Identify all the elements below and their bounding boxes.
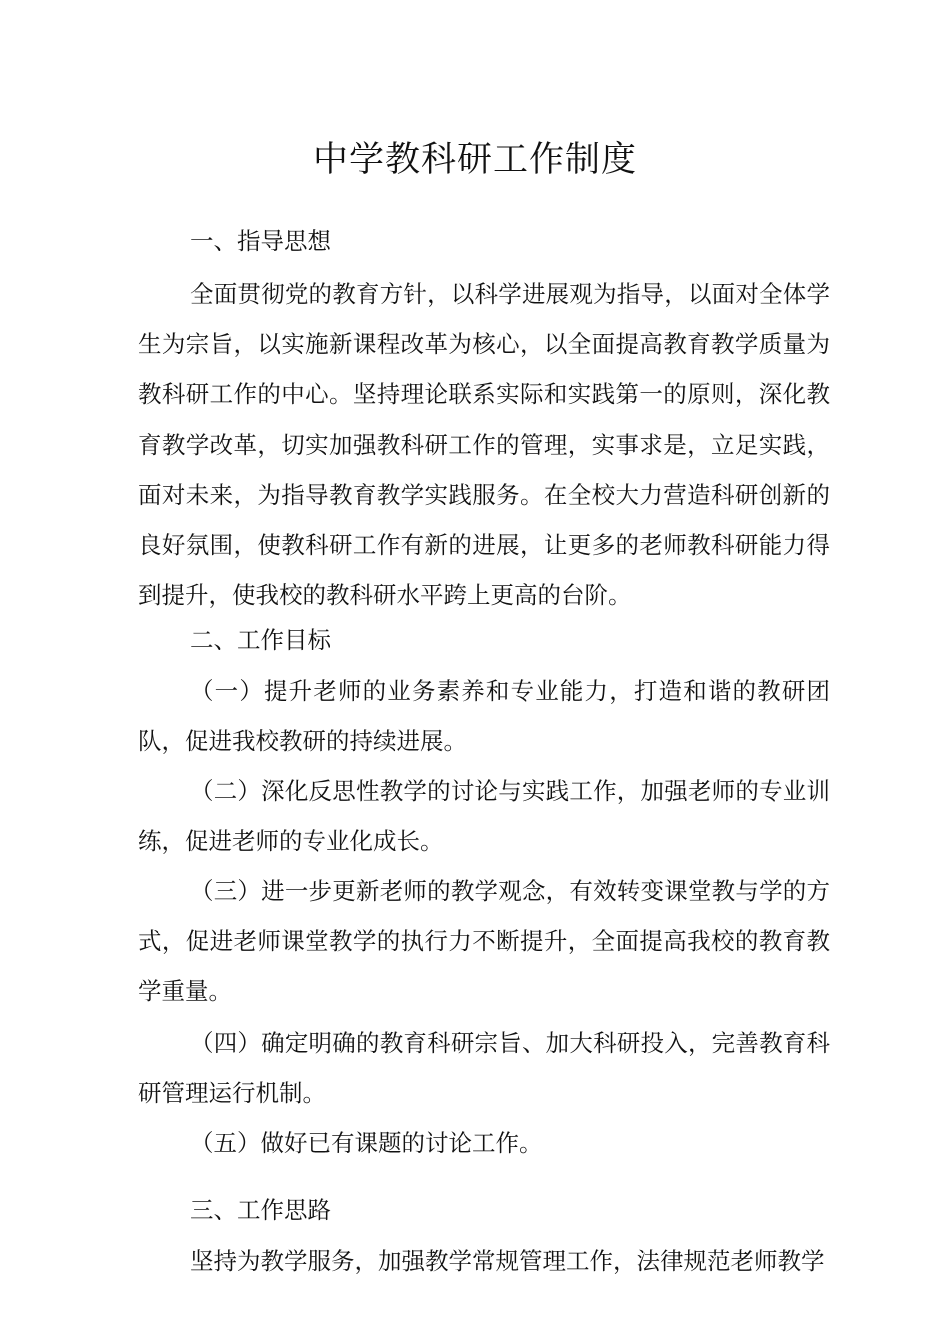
guiding-ideology-paragraph: 全面贯彻党的教育方针，以科学进展观为指导，以面对全体学生为宗旨，以实施新课程改革为核心，以全面提高教育教学质量为教科研工作的中心。坚持理论联系实际和实践第一的原则，深化教育教学改革，切实加强教科研工作的管理，实事求是，立足实践，面对未来，为指导教育教学实践服务。在全校大力营造科研创新的良好氛围，使教科研工作有新的进展，让更多的老师教科研能力得到提升，使我校的教科研水平跨上更高的台阶。	[138, 280, 830, 610]
work-goal-item-2: （二）深化反思性教学的讨论与实践工作，加强老师的专业训练，促进老师的专业化成长。	[138, 777, 830, 856]
work-goal-item-3: （三）进一步更新老师的教学观念，有效转变课堂教与学的方式，促进老师课堂教学的执行力不断提升，全面提高我校的教育教学重量。	[138, 877, 830, 1006]
work-goal-item-5: （五）做好已有课题的讨论工作。	[190, 1129, 543, 1157]
document-title: 中学教科研工作制度	[312, 140, 637, 180]
work-goal-item-1: （一）提升老师的业务素养和专业能力，打造和谐的教研团队，促进我校教研的持续进展。	[138, 677, 830, 756]
work-goal-item-4: （四）确定明确的教育科研宗旨、加大科研投入，完善教育科研管理运行机制。	[138, 1029, 830, 1108]
section-heading-work-approach: 三、工作思路	[190, 1196, 331, 1224]
section-heading-guiding-ideology: 一、指导思想	[190, 227, 331, 255]
section-heading-work-goals: 二、工作目标	[190, 626, 331, 654]
work-approach-paragraph: 坚持为教学服务，加强教学常规管理工作，法律规范老师教学	[190, 1247, 825, 1275]
